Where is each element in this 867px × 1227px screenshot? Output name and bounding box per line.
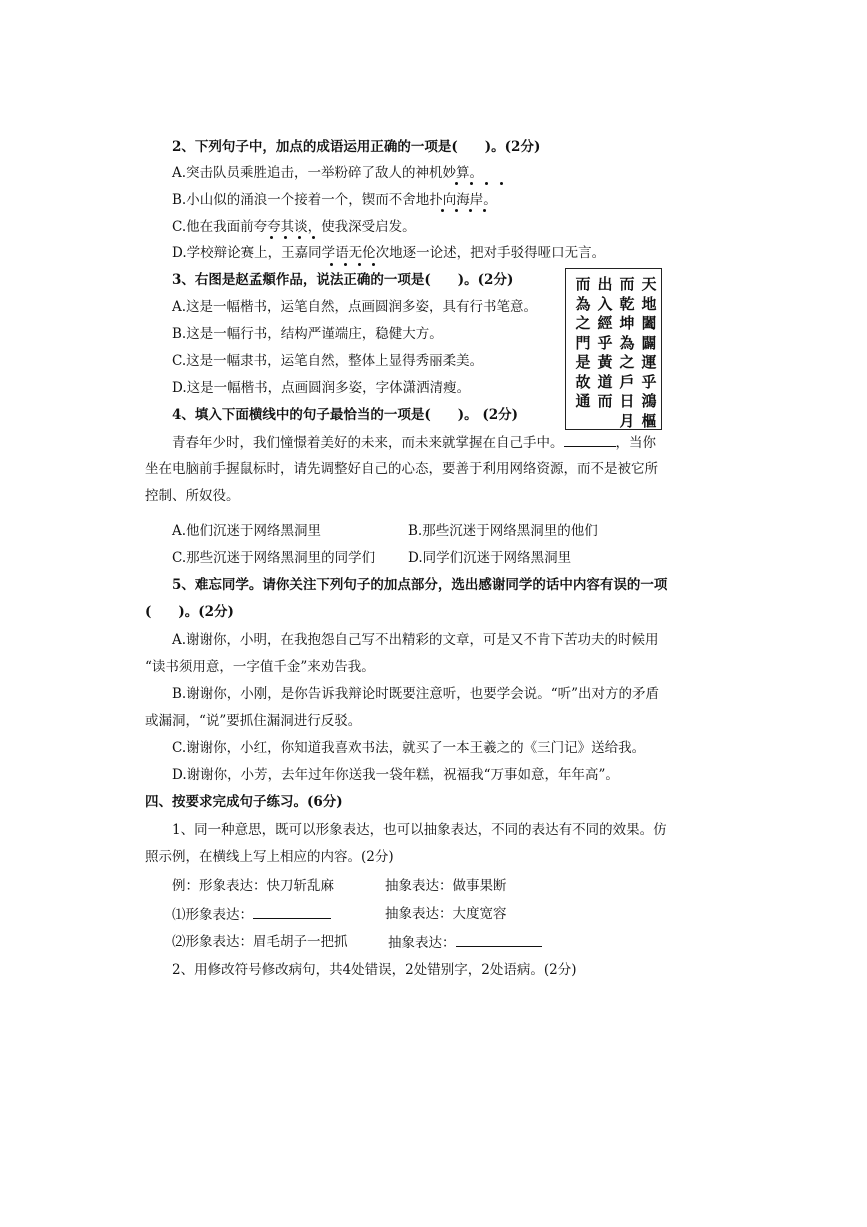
s4-q1-line-2: 照示例，在横线上写上相应的内容。(2分) bbox=[145, 849, 394, 865]
s4-item-2-abstract bbox=[388, 932, 542, 953]
q5-option-d: D.谢谢你，小芳，去年过年你送我一袋年糕，祝福我“万事如意，年年高”。 bbox=[172, 767, 619, 783]
q2-option-b: B.小山似的涌浪一个接着一个，锲而不舍地扑向海岸。 bbox=[172, 192, 497, 208]
q4-passage-line-1 bbox=[172, 432, 656, 453]
s4-example-abstract: 抽象表达：做事果断 bbox=[385, 878, 507, 894]
q3-option-c: C.这是一幅隶书，运笔自然，整体上显得秀丽柔美。 bbox=[172, 353, 484, 369]
s4-item-2-figurative: ⑵形象表达：眉毛胡子一把抓 bbox=[172, 934, 348, 950]
q5-option-b-line-2: 或漏洞，“说”要抓住漏洞进行反驳。 bbox=[145, 713, 362, 729]
s4-example-figurative: 例：形象表达：快刀斩乱麻 bbox=[172, 878, 334, 894]
s4-item-1-abstract: 抽象表达：大度宽容 bbox=[385, 906, 507, 922]
q3-option-d: D.这是一幅楷书，点画圆润多姿，字体潇洒清瘦。 bbox=[172, 380, 471, 396]
s4-item-1-label: ⑴形象表达： bbox=[172, 907, 253, 923]
question-5-stem-cont: ( )。(2分) bbox=[145, 604, 234, 620]
q4-option-d: D.同学们沉迷于网络黑洞里 bbox=[408, 550, 572, 566]
q4-option-a: A.他们沉迷于网络黑洞里 bbox=[172, 523, 322, 539]
calligraphy-column-3: 出 入 經 乎 黃 道 而 bbox=[597, 275, 613, 410]
s4-item-1-figurative bbox=[172, 904, 331, 925]
s4-q2-line: 2、用修改符号修改病句，共4处错误，2处错别字，2处语病。(2分) bbox=[172, 962, 577, 978]
answer-blank[interactable] bbox=[564, 432, 616, 447]
calligraphy-column-1: 天 地 闔 闢 運 乎 鴻 樞 bbox=[641, 275, 657, 430]
question-2-stem: 2、下列句子中，加点的成语运用正确的一项是( )。(2分) bbox=[172, 139, 541, 155]
q3-option-a: A.这是一幅楷书，运笔自然，点画圆润多姿，具有行书笔意。 bbox=[172, 299, 538, 315]
q4-passage-line-3: 控制、所奴役。 bbox=[145, 488, 240, 504]
q2-option-a: A.突击队员乘胜追击，一举粉碎了敌人的神机妙算。 bbox=[172, 165, 484, 181]
q5-option-b-line-1: B.谢谢你，小刚，是你告诉我辩论时既要注意听，也要学会说。“听”出对方的矛盾 bbox=[172, 686, 660, 702]
q5-option-a-line-1: A.谢谢你，小明，在我抱怨自己写不出精彩的文章，可是又不肯下苦功夫的时候用 bbox=[172, 632, 659, 648]
calligraphy-column-2: 而 乾 坤 為 之 戶 日 月 bbox=[619, 275, 635, 430]
answer-blank[interactable] bbox=[456, 932, 542, 947]
q4-option-b: B.那些沉迷于网络黑洞里的他们 bbox=[408, 523, 598, 539]
calligraphy-image bbox=[565, 268, 662, 430]
question-3-stem: 3、右图是赵孟頫作品，说法正确的一项是( )。(2分) bbox=[172, 272, 514, 288]
q5-option-c: C.谢谢你，小红，你知道我喜欢书法，就买了一本王羲之的《三门记》送给我。 bbox=[172, 740, 646, 756]
q5-option-a-line-2: “读书须用意，一字值千金”来劝告我。 bbox=[145, 659, 375, 675]
calligraphy-column-4: 而 為 之 門 是 故 通 bbox=[575, 275, 591, 410]
s4-q1-line-1: 1、同一种意思，既可以形象表达，也可以抽象表达，不同的表达有不同的效果。仿 bbox=[172, 822, 667, 838]
q4-passage-line-2: 坐在电脑前手握鼠标时，请先调整好自己的心态，要善于利用网络资源，而不是被它所 bbox=[145, 461, 658, 477]
answer-blank[interactable] bbox=[253, 904, 331, 919]
question-5-stem: 5、难忘同学。请你关注下列句子的加点部分，选出感谢同学的话中内容有误的一项 bbox=[172, 577, 668, 593]
q4-option-c: C.那些沉迷于网络黑洞里的同学们 bbox=[172, 550, 376, 566]
question-4-stem: 4、填入下面横线中的句子最恰当的一项是( )。 (2分) bbox=[172, 407, 519, 423]
q2-option-d: D.学校辩论赛上，王嘉同学语无伦次地逐一论述，把对手驳得哑口无言。 bbox=[172, 245, 606, 261]
q4-passage-text: 青春年少时，我们憧憬着美好的未来，而未来就掌握在自己手中。 bbox=[172, 435, 564, 451]
q3-option-b: B.这是一幅行书，结构严谨端庄，稳健大方。 bbox=[172, 326, 443, 342]
q2-option-c: C.他在我面前夸夸其谈，使我深受启发。 bbox=[172, 219, 416, 235]
q4-passage-tail: ，当你 bbox=[615, 435, 656, 451]
s4-item-2-label: 抽象表达： bbox=[388, 935, 456, 951]
section-4-heading: 四、按要求完成句子练习。(6分) bbox=[145, 794, 343, 810]
